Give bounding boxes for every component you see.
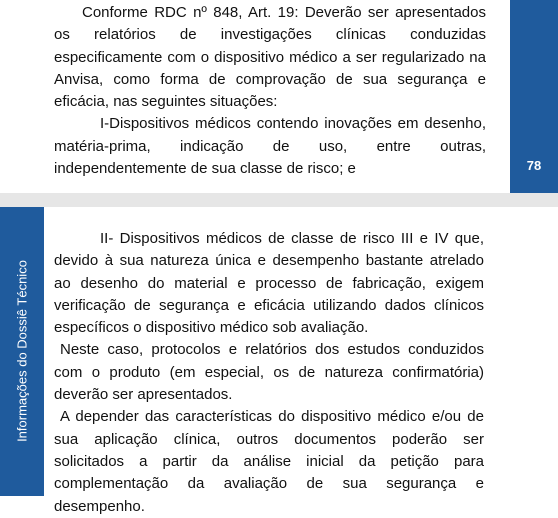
- top-page: [0, 0, 558, 193]
- bottom-page: [0, 207, 558, 515]
- page-side-bar: [510, 0, 558, 193]
- bottom-page-body: [54, 228, 484, 518]
- item-ii-paragraph: II- Dispositivos médicos de classe de risco III e IV que, devido à sua natureza única e desempenho bastante atrelado ao desenho do material e processo de fabricação, exigem verificação de segurança e eficácia utilizando dados clínicos específicos o dispositivo médico sob avaliação.: [54, 230, 484, 337]
- other-documents-paragraph: A depender das características do dispositivo médico e/ou de sua aplicação clínica, outros documentos poderão ser solicitados a partir da análise inicial da petição para complementação da avaliação de sua segurança e desempenho.: [54, 408, 484, 515]
- page-separator: [0, 193, 558, 207]
- page-number: 78: [526, 158, 542, 173]
- top-page-body: [54, 2, 486, 180]
- item-i-paragraph: I-Dispositivos médicos contendo inovações em desenho, matéria-prima, indicação de uso, entre outras, independentemente de sua classe de risco; e: [54, 115, 486, 178]
- protocols-paragraph: Neste caso, protocolos e relatórios dos estudos conduzidos com o produto (em especial, os de natureza confirmatória) deverão ser apresentados.: [54, 341, 484, 404]
- rdc-article-paragraph: Conforme RDC nº 848, Art. 19: Deverão ser apresentados os relatórios de investigações clínicas conduzidas especificamente com o dispositivo médico a ser regularizado na Anvisa, como forma de comprovação de sua segurança e eficácia, nas seguintes situações:: [54, 4, 486, 111]
- section-label: Informações do Dossiê Técnico: [14, 260, 30, 442]
- section-side-bar: [0, 207, 44, 496]
